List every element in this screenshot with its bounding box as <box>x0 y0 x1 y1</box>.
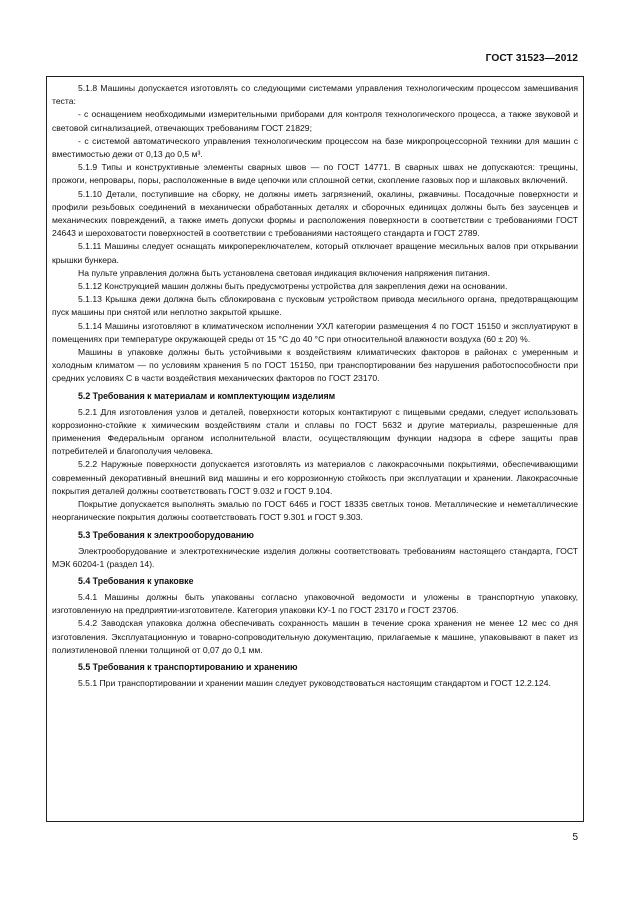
clause-5-3: Электрооборудование и электротехнические изделия должны соответствовать требованиям настоящего стандарта, ГОСТ МЭК 60204-1 (раздел 14). <box>52 545 578 569</box>
section-heading-5-3: 5.3 Требования к электрооборудованию <box>78 529 254 540</box>
clause-5-1-14-packaging: Машины в упаковке должны быть устойчивыми к воздействиям климатических факторов в районах с умеренным и холодным климатом — по условиям хранения 5 по ГОСТ 15150, при транспортировании без нарушения работоспособности при средних условиях С в части воздействия механических факторов по ГОСТ 23170. <box>52 347 578 384</box>
clause-5-1-11: 5.1.11 Машины следует оснащать микропереключателем, который отключает вращение месильных валов при открывании крышки бункера. <box>52 241 578 265</box>
standard-header: ГОСТ 31523—2012 <box>485 53 578 64</box>
section-heading-5-4: 5.4 Требования к упаковке <box>78 575 194 586</box>
clause-5-1-11-note: На пульте управления должна быть установлена световая индикация включения напряжения питания. <box>78 267 490 278</box>
clause-5-1-9: 5.1.9 Типы и конструктивные элементы сварных швов — по ГОСТ 14771. В сварных швах не допускаются: трещины, прожоги, непровары, поры, расположенные в виде цепочки или сплошной сетки, скопление газовых пор и шлаковых включений. <box>52 162 578 186</box>
main-content <box>52 82 578 690</box>
clause-5-1-12: 5.1.12 Конструкцией машин должны быть предусмотрены устройства для закрепления дежи на основании. <box>78 281 508 292</box>
clause-5-2-1: 5.2.1 Для изготовления узлов и деталей, поверхности которых контактируют с пищевыми средами, следует использовать коррозионно-стойкие к химическим воздействиям стали и сплавы по ГОСТ 5632 и другие материалы, разрешенные для применения Федеральным органом исполнительной власти, осуществляющим функции надзора в сфере защиты прав потребителей и благополучия человека. <box>52 406 578 457</box>
clause-5-1-8: 5.1.8 Машины допускается изготовлять со следующими системами управления технологическим процессом замешивания теста: <box>52 83 578 107</box>
clause-5-1-13: 5.1.13 Крышка дежи должна быть сблокирована с пусковым устройством привода месильного органа, предотвращающим пуск машины при снятой или неплотно закрытой крышке. <box>52 294 578 318</box>
clause-5-1-14: 5.1.14 Машины изготовляют в климатическом исполнении УХЛ категории размещения 4 по ГОСТ 15150 и эксплуатируют в помещениях при температуре окружающей среды от 15 °С до 40 °С при относительной влажности воздуха (60 ± 20) %. <box>52 320 578 344</box>
clause-5-2-2-coating: Покрытие допускается выполнять эмалью по ГОСТ 6465 и ГОСТ 18335 светлых тонов. Металлические и неметаллические неорганические покрытия должны соответствовать ГОСТ 9.301 и ГОСТ 9.303. <box>52 499 578 523</box>
clause-5-1-8-item-2: - с системой автоматического управления технологическим процессом на базе микропроцессорной техники для машин с вместимостью дежи от 0,13 до 0,5 м³. <box>52 135 578 160</box>
clause-5-4-2: 5.4.2 Заводская упаковка должна обеспечивать сохранность машин в течение срока хранения не менее 12 мес со дня изготовления. Эксплуатационную и товарно-сопроводительную документацию, прилагаемые к машине, упаковывают в пакет из полиэтиленовой пленки толщиной от 0,07 до 0,1 мм. <box>52 618 578 655</box>
clause-5-5-1: 5.5.1 При транспортировании и хранении машин следует руководствоваться настоящим стандартом и ГОСТ 12.2.124. <box>78 677 551 688</box>
clause-5-1-8-item-1: - с оснащением необходимыми измерительными приборами для контроля технологического процесса, а также звуковой и световой сигнализацией, отвечающих требованиям ГОСТ 21829; <box>52 109 578 133</box>
section-heading-5-2: 5.2 Требования к материалам и комплектующим изделиям <box>78 390 336 401</box>
page-number: 5 <box>572 832 578 843</box>
clause-5-1-10: 5.1.10 Детали, поступившие на сборку, не должны иметь загрязнений, окалины, ржавчины. Посадочные поверхности и профили резьбовых соединений в механически обработанных деталях и сборочных единицах должны быть без заусенцев и механических повреждений, а также иметь допуски формы и расположения поверхности в соответствии с требованиями ГОСТ 24643 и шероховатости поверхностей в соответствии с требованиями настоящего стандарта и ГОСТ 2789. <box>52 188 578 239</box>
section-heading-5-5: 5.5 Требования к транспортированию и хранению <box>78 661 298 672</box>
clause-5-4-1: 5.4.1 Машины должны быть упакованы согласно упаковочной ведомости и уложены в транспортную упаковку, изготовленную на предприятии-изготовителе. Категория упаковки КУ-1 по ГОСТ 23170 и ГОСТ 23706. <box>52 591 578 616</box>
clause-5-2-2: 5.2.2 Наружные поверхности допускается изготовлять из материалов с лакокрасочными покрытиями, обеспечивающими современный декоративный внешний вид машины и его коррозионную стойкость при эксплуатации и хранении. Лакокрасочные покрытия деталей должны соответствовать ГОСТ 9.032 и ГОСТ 9.104. <box>52 459 578 496</box>
